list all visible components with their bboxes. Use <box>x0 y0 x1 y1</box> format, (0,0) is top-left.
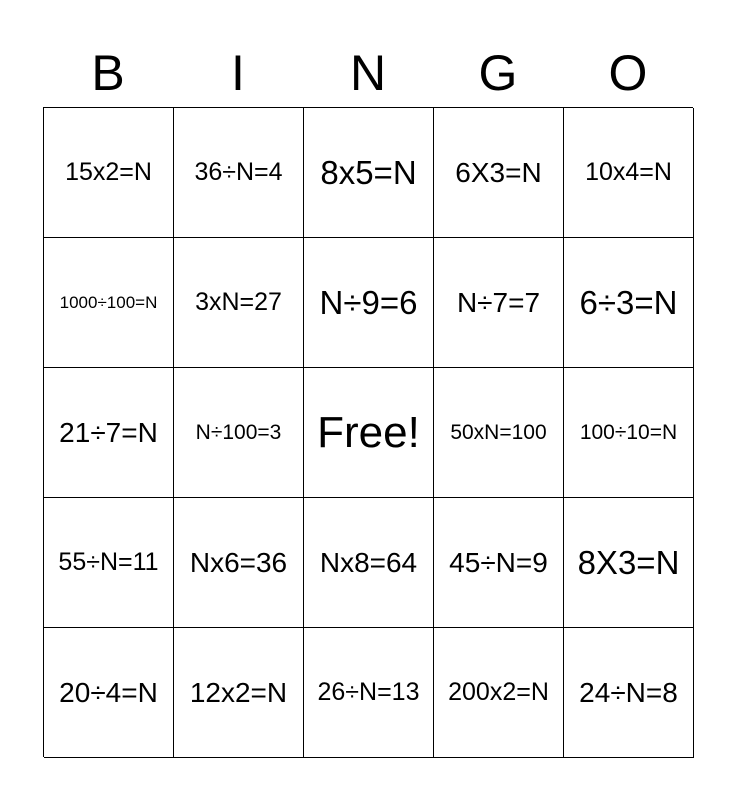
bingo-cell: 45÷N=9 <box>434 498 564 628</box>
bingo-cell: 50xN=100 <box>434 368 564 498</box>
bingo-cell: Nx8=64 <box>304 498 434 628</box>
bingo-cell: 20÷4=N <box>44 628 174 758</box>
bingo-cell: 3xN=27 <box>174 238 304 368</box>
bingo-cell: 100÷10=N <box>564 368 694 498</box>
bingo-cell: 1000÷100=N <box>44 238 174 368</box>
bingo-cell: Nx6=36 <box>174 498 304 628</box>
header-letter-n: N <box>349 45 387 101</box>
bingo-cell: 12x2=N <box>174 628 304 758</box>
bingo-cell: N÷9=6 <box>304 238 434 368</box>
bingo-cell: 21÷7=N <box>44 368 174 498</box>
free-space-cell: Free! <box>304 368 434 498</box>
header-letter-i: I <box>231 45 245 101</box>
header-letter-g: G <box>478 45 518 101</box>
bingo-cell: 26÷N=13 <box>304 628 434 758</box>
bingo-cell: N÷7=7 <box>434 238 564 368</box>
bingo-cell: 200x2=N <box>434 628 564 758</box>
header-letter-b: B <box>91 45 125 101</box>
bingo-cell: 55÷N=11 <box>44 498 174 628</box>
bingo-cell: 15x2=N <box>44 108 174 238</box>
header-letter-o: O <box>608 45 648 101</box>
bingo-cell: 6÷3=N <box>564 238 694 368</box>
bingo-cell: 8X3=N <box>564 498 694 628</box>
bingo-cell: N÷100=3 <box>174 368 304 498</box>
bingo-header <box>43 40 693 106</box>
bingo-cell: 6X3=N <box>434 108 564 238</box>
bingo-cell: 10x4=N <box>564 108 694 238</box>
bingo-card-grid <box>43 107 693 757</box>
bingo-cell: 36÷N=4 <box>174 108 304 238</box>
bingo-cell: 24÷N=8 <box>564 628 694 758</box>
bingo-cell: 8x5=N <box>304 108 434 238</box>
